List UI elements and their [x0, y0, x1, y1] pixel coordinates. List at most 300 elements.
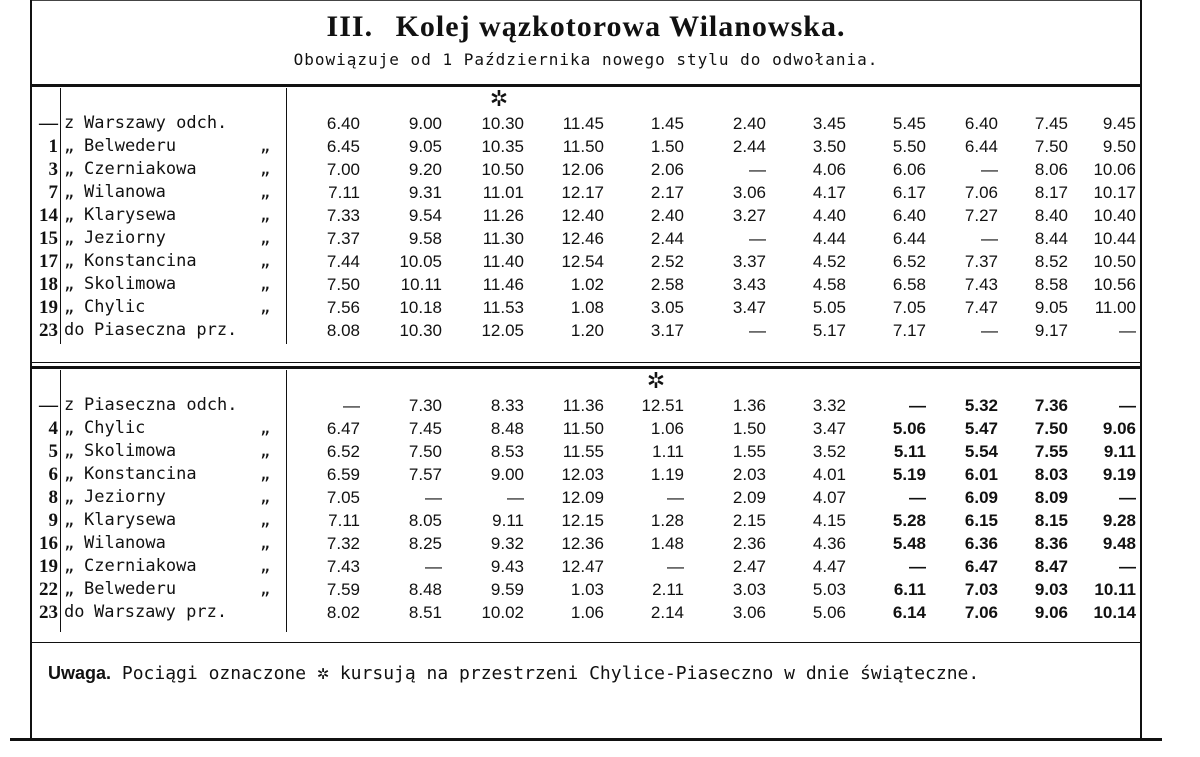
time-cell: 2.44 — [650, 229, 684, 248]
station-suffix: „ — [260, 251, 271, 271]
time-cell: 8.53 — [490, 442, 524, 461]
time-cell: 12.47 — [561, 557, 604, 576]
time-cell: 12.46 — [561, 229, 604, 248]
time-cell: 3.05 — [650, 298, 684, 317]
time-cell: 3.17 — [650, 321, 684, 340]
table-row — [32, 601, 1140, 624]
time-cell: 8.17 — [1034, 183, 1068, 202]
time-cell: 6.06 — [892, 160, 926, 179]
time-cell: 12.40 — [561, 206, 604, 225]
time-cell: 8.48 — [408, 580, 442, 599]
time-cell: 10.50 — [1093, 252, 1136, 271]
station-prefix: „ — [64, 441, 75, 461]
time-cell: 1.02 — [570, 275, 604, 294]
star-marker-icon: ✲ — [646, 368, 666, 393]
station-suffix: „ — [260, 274, 271, 294]
time-cell: 10.05 — [399, 252, 442, 271]
time-cell: 10.11 — [1094, 580, 1136, 599]
km-cell: 14 — [39, 205, 58, 226]
km-column-separator — [60, 88, 61, 344]
time-cell: 11.01 — [482, 183, 524, 202]
station-suffix: „ — [260, 228, 271, 248]
footnote — [48, 660, 979, 684]
time-cell: 9.59 — [490, 580, 524, 599]
time-cell: 9.00 — [408, 114, 442, 133]
time-cell: 9.48 — [1102, 534, 1136, 553]
time-cell: 11.46 — [482, 275, 524, 294]
time-cell: 1.50 — [650, 137, 684, 156]
time-cell: 2.44 — [732, 137, 766, 156]
station-name: Piaseczna prz. — [94, 320, 238, 340]
km-cell: 16 — [39, 533, 58, 554]
station-suffix: „ — [260, 464, 271, 484]
time-cell: 11.50 — [562, 419, 604, 438]
time-cell: 10.06 — [1093, 160, 1136, 179]
time-cell: 1.06 — [650, 419, 684, 438]
station-suffix: „ — [260, 510, 271, 530]
time-cell: 2.58 — [650, 275, 684, 294]
time-cell: 11.55 — [562, 442, 604, 461]
time-cell: 10.30 — [399, 321, 442, 340]
time-cell: — — [909, 396, 926, 415]
table-row — [32, 440, 1140, 463]
time-cell: 8.33 — [490, 396, 524, 415]
time-cell: 9.11 — [492, 511, 524, 530]
time-cell: — — [749, 321, 766, 340]
time-cell: 5.32 — [964, 396, 998, 415]
time-cell: 5.05 — [812, 298, 846, 317]
time-cell: 1.48 — [650, 534, 684, 553]
station-cell — [60, 181, 286, 204]
time-cell: — — [981, 160, 998, 179]
km-cell: 6 — [48, 464, 58, 485]
time-cell: 1.08 — [570, 298, 604, 317]
time-cell: 2.14 — [650, 603, 684, 622]
station-cell — [60, 417, 286, 440]
time-cell: 1.45 — [650, 114, 684, 133]
time-cell: 4.44 — [812, 229, 846, 248]
time-cell: — — [425, 488, 442, 507]
time-cell: 2.17 — [650, 183, 684, 202]
time-cell: 11.00 — [1094, 298, 1136, 317]
time-cell: 9.05 — [1034, 298, 1068, 317]
star-marker-icon: ✲ — [316, 660, 329, 684]
station-name: Czerniakowa — [84, 159, 197, 179]
time-cell: 7.30 — [408, 396, 442, 415]
time-cell: 8.02 — [326, 603, 360, 622]
time-cell: 8.44 — [1034, 229, 1068, 248]
timetable-to-piaseczno — [32, 112, 1140, 342]
km-cell: 19 — [39, 556, 58, 577]
time-cell: 3.47 — [812, 419, 846, 438]
time-cell: 12.03 — [561, 465, 604, 484]
table-row — [32, 319, 1140, 342]
station-cell — [60, 112, 286, 135]
time-cell: 10.30 — [481, 114, 524, 133]
time-cell: — — [1119, 321, 1136, 340]
table-row — [32, 417, 1140, 440]
time-cell: 4.07 — [812, 488, 846, 507]
time-cell: 8.15 — [1034, 511, 1068, 530]
time-cell: 1.11 — [652, 442, 684, 461]
time-cell: — — [667, 557, 684, 576]
star-marker-icon: ✲ — [489, 86, 509, 111]
time-cell: 6.40 — [326, 114, 360, 133]
table-row — [32, 112, 1140, 135]
station-prefix: do — [64, 602, 85, 622]
time-cell: 10.40 — [1093, 206, 1136, 225]
time-cell: 5.11 — [893, 442, 926, 461]
time-cell: 9.54 — [408, 206, 442, 225]
time-cell: 1.03 — [570, 580, 604, 599]
time-cell: — — [1119, 557, 1136, 576]
time-cell: 9.32 — [490, 534, 524, 553]
time-cell: 12.17 — [561, 183, 604, 202]
time-cell: 12.06 — [561, 160, 604, 179]
time-cell: 3.52 — [812, 442, 846, 461]
time-cell: 8.09 — [1034, 488, 1068, 507]
time-cell: 9.50 — [1102, 137, 1136, 156]
time-cell: 8.48 — [490, 419, 524, 438]
km-cell: — — [39, 395, 58, 416]
time-cell: 7.45 — [1034, 114, 1068, 133]
time-cell: 8.08 — [326, 321, 360, 340]
station-cell — [60, 158, 286, 181]
time-cell: 6.58 — [892, 275, 926, 294]
km-cell: 23 — [39, 602, 58, 623]
station-prefix: „ — [64, 136, 75, 156]
time-cell: 8.03 — [1034, 465, 1068, 484]
time-cell: 10.02 — [481, 603, 524, 622]
km-cell: 23 — [39, 320, 58, 341]
footnote-lead: Uwaga. — [48, 663, 112, 683]
time-cell: 9.11 — [1103, 442, 1136, 461]
time-cell: 12.09 — [561, 488, 604, 507]
time-cell: 7.43 — [964, 275, 998, 294]
time-cell: 6.15 — [964, 511, 998, 530]
station-cell — [60, 532, 286, 555]
station-cell — [60, 135, 286, 158]
time-cell: 8.58 — [1034, 275, 1068, 294]
time-cell: 4.52 — [812, 252, 846, 271]
time-cell: 9.45 — [1102, 114, 1136, 133]
station-prefix: „ — [64, 533, 75, 553]
time-cell: 3.06 — [732, 183, 766, 202]
time-cell: 10.35 — [481, 137, 524, 156]
table-row — [32, 463, 1140, 486]
time-cell: — — [343, 396, 360, 415]
time-cell: 2.11 — [652, 580, 684, 599]
table-row — [32, 227, 1140, 250]
table-row — [32, 273, 1140, 296]
time-cell: 6.36 — [964, 534, 998, 553]
station-suffix: „ — [260, 487, 271, 507]
time-cell: 7.44 — [326, 252, 360, 271]
time-cell: 7.06 — [964, 603, 998, 622]
time-cell: 7.57 — [408, 465, 442, 484]
km-cell: 7 — [48, 182, 58, 203]
time-cell: 2.06 — [650, 160, 684, 179]
station-cell — [60, 250, 286, 273]
time-cell: 5.54 — [964, 442, 998, 461]
time-cell: 6.47 — [326, 419, 360, 438]
station-cell — [60, 601, 286, 624]
time-cell: 8.51 — [408, 603, 442, 622]
table-row — [32, 204, 1140, 227]
station-cell — [60, 578, 286, 601]
table-row — [32, 181, 1140, 204]
time-cell: 7.17 — [892, 321, 926, 340]
station-suffix: „ — [260, 182, 271, 202]
time-cell: 6.47 — [964, 557, 998, 576]
station-column-separator — [286, 88, 287, 344]
time-cell: 2.52 — [650, 252, 684, 271]
station-suffix: „ — [260, 136, 271, 156]
time-cell: 7.55 — [1034, 442, 1068, 461]
time-cell: 9.03 — [1034, 580, 1068, 599]
km-cell: 9 — [48, 510, 58, 531]
time-cell: 6.01 — [964, 465, 998, 484]
time-cell: 5.50 — [892, 137, 926, 156]
time-cell: 11.45 — [562, 114, 604, 133]
station-name: Warszawy odch. — [84, 113, 228, 133]
time-cell: 7.11 — [328, 511, 360, 530]
time-cell: 5.47 — [964, 419, 998, 438]
time-cell: 7.33 — [326, 206, 360, 225]
station-prefix: „ — [64, 297, 75, 317]
timetable-to-warszawa — [32, 394, 1140, 624]
time-cell: — — [749, 160, 766, 179]
time-cell: 7.47 — [964, 298, 998, 317]
time-cell: 5.17 — [812, 321, 846, 340]
time-cell: 3.50 — [812, 137, 846, 156]
station-name: Chylic — [84, 418, 146, 438]
time-cell: 10.17 — [1093, 183, 1136, 202]
time-cell: 7.05 — [892, 298, 926, 317]
page-title — [32, 10, 1140, 44]
station-prefix: z — [64, 113, 75, 133]
time-cell: 10.50 — [481, 160, 524, 179]
header-rule — [32, 84, 1140, 87]
station-cell — [60, 273, 286, 296]
time-cell: 4.01 — [812, 465, 846, 484]
station-prefix: „ — [64, 182, 75, 202]
time-cell: 1.06 — [570, 603, 604, 622]
station-cell — [60, 227, 286, 250]
station-cell — [60, 555, 286, 578]
time-cell: 2.09 — [732, 488, 766, 507]
station-column-separator — [286, 370, 287, 632]
km-cell: 8 — [48, 487, 58, 508]
footer-rule — [32, 642, 1140, 643]
time-cell: 9.06 — [1102, 419, 1136, 438]
time-cell: 4.40 — [812, 206, 846, 225]
station-name: Skolimowa — [84, 274, 177, 294]
station-suffix: „ — [260, 579, 271, 599]
station-name: Belwederu — [84, 136, 177, 156]
time-cell: 3.45 — [812, 114, 846, 133]
time-cell: 4.36 — [812, 534, 846, 553]
time-cell: 1.55 — [732, 442, 766, 461]
table-row — [32, 578, 1140, 601]
time-cell: 7.43 — [326, 557, 360, 576]
time-cell: 2.47 — [732, 557, 766, 576]
time-cell: 5.28 — [892, 511, 926, 530]
time-cell: 5.06 — [812, 603, 846, 622]
time-cell: 7.50 — [1034, 419, 1068, 438]
time-cell: 6.59 — [326, 465, 360, 484]
station-suffix: „ — [260, 441, 271, 461]
km-cell: 18 — [39, 274, 58, 295]
table-row — [32, 158, 1140, 181]
time-cell: 4.15 — [812, 511, 846, 530]
time-cell: 12.51 — [641, 396, 684, 415]
section-number: III. — [326, 10, 374, 43]
station-prefix: „ — [64, 205, 75, 225]
station-prefix: „ — [64, 464, 75, 484]
time-cell: — — [667, 488, 684, 507]
time-cell: 3.37 — [732, 252, 766, 271]
page-frame — [30, 0, 1142, 738]
bottom-rule — [10, 738, 1162, 741]
time-cell: 8.40 — [1034, 206, 1068, 225]
time-cell: 5.48 — [892, 534, 926, 553]
km-column-separator — [60, 370, 61, 632]
time-cell: 12.05 — [481, 321, 524, 340]
station-prefix: „ — [64, 418, 75, 438]
station-prefix: „ — [64, 556, 75, 576]
time-cell: 4.06 — [812, 160, 846, 179]
time-cell: 11.36 — [562, 396, 604, 415]
station-name: Jeziorny — [84, 487, 166, 507]
time-cell: 8.36 — [1034, 534, 1068, 553]
time-cell: 7.32 — [326, 534, 360, 553]
time-cell: 7.36 — [1034, 396, 1068, 415]
time-cell: 6.44 — [892, 229, 926, 248]
station-cell — [60, 509, 286, 532]
time-cell: — — [981, 321, 998, 340]
table-row — [32, 509, 1140, 532]
station-name: Belwederu — [84, 579, 177, 599]
time-cell: 2.40 — [732, 114, 766, 133]
time-cell: 9.17 — [1034, 321, 1068, 340]
km-cell: — — [39, 113, 58, 134]
station-name: Czerniakowa — [84, 556, 197, 576]
time-cell: 6.40 — [892, 206, 926, 225]
time-cell: 1.20 — [570, 321, 604, 340]
station-name: Piaseczna odch. — [84, 395, 238, 415]
time-cell: 1.50 — [732, 419, 766, 438]
section-divider-top — [32, 362, 1140, 363]
time-cell: 3.32 — [812, 396, 846, 415]
km-cell: 3 — [48, 159, 58, 180]
station-name: Konstancina — [84, 464, 197, 484]
time-cell: 7.59 — [326, 580, 360, 599]
time-cell: 10.14 — [1093, 603, 1136, 622]
station-suffix: „ — [260, 533, 271, 553]
footnote-text-before: Pociągi oznaczone — [121, 663, 307, 684]
time-cell: — — [981, 229, 998, 248]
time-cell: 2.03 — [732, 465, 766, 484]
km-cell: 1 — [48, 136, 58, 157]
time-cell: 3.27 — [732, 206, 766, 225]
time-cell: 3.47 — [732, 298, 766, 317]
station-name: Warszawy prz. — [94, 602, 228, 622]
time-cell: 7.11 — [328, 183, 360, 202]
station-prefix: „ — [64, 274, 75, 294]
table-row — [32, 135, 1140, 158]
km-cell: 19 — [39, 297, 58, 318]
time-cell: — — [909, 488, 926, 507]
station-suffix: „ — [260, 159, 271, 179]
time-cell: 8.47 — [1034, 557, 1068, 576]
station-name: Skolimowa — [84, 441, 177, 461]
time-cell: — — [507, 488, 524, 507]
table-row — [32, 250, 1140, 273]
time-cell: 6.45 — [326, 137, 360, 156]
time-cell: 10.56 — [1093, 275, 1136, 294]
time-cell: 2.15 — [732, 511, 766, 530]
km-cell: 5 — [48, 441, 58, 462]
time-cell: 6.52 — [326, 442, 360, 461]
time-cell: 4.47 — [812, 557, 846, 576]
time-cell: 7.05 — [326, 488, 360, 507]
table-row — [32, 532, 1140, 555]
time-cell: 6.40 — [964, 114, 998, 133]
time-cell: 10.44 — [1093, 229, 1136, 248]
validity-subtitle: Obowiązuje od 1 Października nowego stylu do odwołania. — [293, 50, 879, 69]
time-cell: 7.00 — [326, 160, 360, 179]
station-prefix: „ — [64, 251, 75, 271]
time-cell: 5.03 — [812, 580, 846, 599]
station-prefix: „ — [64, 510, 75, 530]
time-cell: 3.43 — [732, 275, 766, 294]
station-name: Wilanowa — [84, 182, 166, 202]
time-cell: 6.11 — [893, 580, 926, 599]
km-cell: 4 — [48, 418, 58, 439]
station-name: Klarysewa — [84, 205, 177, 225]
time-cell: 8.25 — [408, 534, 442, 553]
time-cell: 1.28 — [650, 511, 684, 530]
time-cell: 5.45 — [892, 114, 926, 133]
table-row — [32, 486, 1140, 509]
station-cell — [60, 463, 286, 486]
time-cell: 11.30 — [482, 229, 524, 248]
time-cell: 12.36 — [561, 534, 604, 553]
time-cell: 7.27 — [964, 206, 998, 225]
station-prefix: z — [64, 395, 75, 415]
station-cell — [60, 440, 286, 463]
time-cell: 2.40 — [650, 206, 684, 225]
title-text: Kolej wązkotorowa Wilanowska. — [395, 10, 846, 43]
station-cell — [60, 319, 286, 342]
time-cell: 10.11 — [400, 275, 442, 294]
time-cell: — — [909, 557, 926, 576]
time-cell: 9.00 — [490, 465, 524, 484]
station-prefix: „ — [64, 487, 75, 507]
station-cell — [60, 394, 286, 417]
time-cell: 12.15 — [561, 511, 604, 530]
table-row — [32, 394, 1140, 417]
station-name: Konstancina — [84, 251, 197, 271]
time-cell: 9.06 — [1034, 603, 1068, 622]
station-name: Wilanowa — [84, 533, 166, 553]
time-cell: 4.17 — [812, 183, 846, 202]
time-cell: 7.50 — [408, 442, 442, 461]
time-cell: 9.19 — [1102, 465, 1136, 484]
station-cell — [60, 204, 286, 227]
station-suffix: „ — [260, 418, 271, 438]
